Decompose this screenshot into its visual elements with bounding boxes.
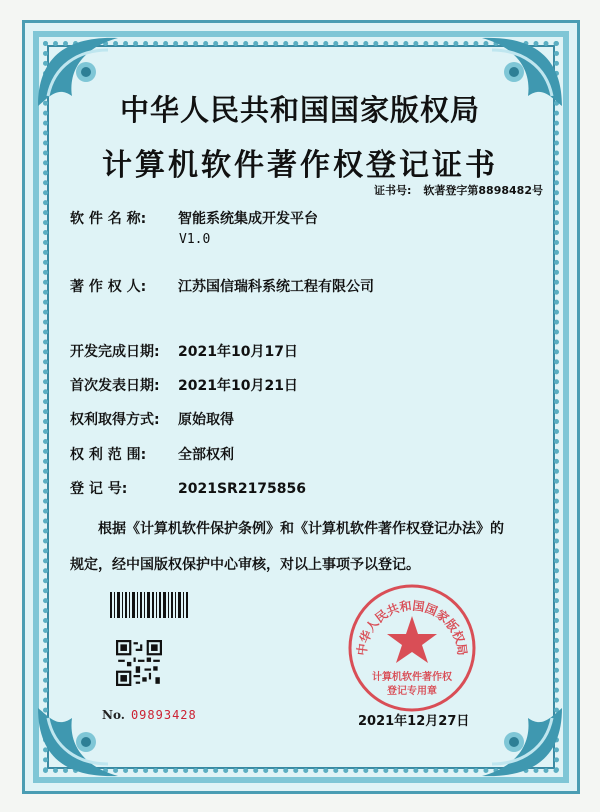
field-rights-scope bbox=[70, 444, 234, 464]
serial-value: 09893428 bbox=[130, 708, 197, 722]
field-first-publication-date bbox=[70, 375, 298, 395]
official-seal bbox=[346, 582, 478, 714]
barcode bbox=[110, 592, 190, 618]
certificate-number-value: 软著登字第8898482号 bbox=[423, 184, 543, 197]
field-label: 软 件 名 称: bbox=[70, 211, 147, 227]
field-label: 权利取得方式: bbox=[70, 412, 160, 428]
field-value: 智能系统集成开发平台 bbox=[178, 211, 318, 227]
field-acquisition-method bbox=[70, 409, 234, 429]
certificate-border bbox=[22, 20, 580, 794]
statement-line-1: 根据《计算机软件保护条例》和《计算机软件著作权登记办法》的 bbox=[98, 521, 504, 537]
field-label: 权 利 范 围: bbox=[70, 447, 147, 463]
svg-text:登记专用章: 登记专用章 bbox=[387, 686, 437, 697]
field-registration-number bbox=[70, 478, 306, 498]
qr-code bbox=[116, 640, 162, 686]
corner-ornament-bottom-right bbox=[462, 698, 572, 788]
svg-text:计算机软件著作权: 计算机软件著作权 bbox=[372, 672, 452, 683]
field-value: 2021年10月21日 bbox=[178, 378, 298, 394]
field-label: 登 记 号: bbox=[70, 481, 128, 497]
field-value: 江苏国信瑞科系统工程有限公司 bbox=[178, 279, 374, 295]
field-label: 开发完成日期: bbox=[70, 344, 160, 360]
svg-text:中华人民共和国国家版权局: 中华人民共和国国家版权局 bbox=[354, 598, 470, 657]
field-completion-date bbox=[70, 341, 298, 361]
field-software-name bbox=[70, 208, 318, 228]
serial-number bbox=[102, 708, 197, 722]
statement-line-2: 规定，经中国版权保护中心审核，对以上事项予以登记。 bbox=[70, 557, 420, 573]
certificate-number bbox=[374, 182, 555, 198]
serial-label: No. bbox=[102, 708, 125, 722]
field-label: 首次发表日期: bbox=[70, 378, 160, 394]
field-copyright-owner bbox=[70, 276, 374, 296]
field-value: 2021年10月17日 bbox=[178, 344, 298, 360]
issuing-authority: 中华人民共和国国家版权局 bbox=[119, 93, 480, 127]
field-label: 著 作 权 人: bbox=[70, 279, 147, 295]
certificate-title: 计算机软件著作权登记证书 bbox=[102, 148, 498, 183]
field-value: 2021SR2175856 bbox=[178, 481, 307, 497]
issue-date: 2021年12月27日 bbox=[358, 714, 470, 729]
field-value: 原始取得 bbox=[178, 412, 234, 428]
software-version: V1.0 bbox=[179, 232, 211, 247]
field-value: 全部权利 bbox=[178, 447, 234, 463]
certificate-number-label: 证书号: bbox=[374, 184, 412, 197]
